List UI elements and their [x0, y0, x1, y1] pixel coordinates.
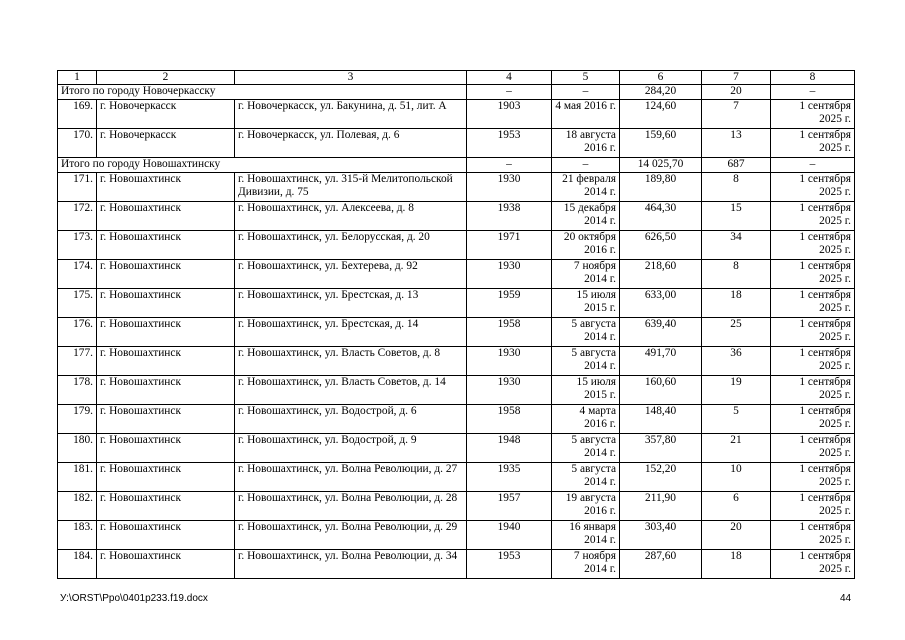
deadline-cell: 1 сентября 2025 г.: [771, 129, 855, 158]
row-number: 174.: [58, 260, 97, 289]
deadline-cell: 1 сентября 2025 г.: [771, 405, 855, 434]
deadline-cell: 1 сентября 2025 г.: [771, 173, 855, 202]
address-cell: г. Новошахтинск, ул. 315-й Мелитопольской Дивизии, д. 75: [235, 173, 467, 202]
date-cell: 7 ноября 2014 г.: [552, 260, 620, 289]
deadline-cell: 1 сентября 2025 г.: [771, 202, 855, 231]
count-cell: 18: [702, 289, 771, 318]
row-number: 176.: [58, 318, 97, 347]
date-cell: 5 августа 2014 г.: [552, 434, 620, 463]
city-cell: г. Новошахтинск: [97, 347, 235, 376]
column-header: 7: [702, 71, 771, 85]
date-cell: 21 февраля 2014 г.: [552, 173, 620, 202]
area-cell: 160,60: [620, 376, 702, 405]
date-cell: 15 декабря 2014 г.: [552, 202, 620, 231]
year-cell: 1953: [467, 129, 552, 158]
address-cell: г. Новошахтинск, ул. Власть Советов, д. 8: [235, 347, 467, 376]
count-cell: 13: [702, 129, 771, 158]
table-row: [58, 492, 855, 521]
table-row: [58, 260, 855, 289]
count-cell: 6: [702, 492, 771, 521]
area-cell: 211,90: [620, 492, 702, 521]
address-cell: г. Новошахтинск, ул. Волна Революции, д. 34: [235, 550, 467, 579]
table-row: [58, 434, 855, 463]
year-cell: 1958: [467, 405, 552, 434]
year-cell: 1958: [467, 318, 552, 347]
date-cell: 4 марта 2016 г.: [552, 405, 620, 434]
address-cell: г. Новошахтинск, ул. Брестская, д. 14: [235, 318, 467, 347]
count-cell: 34: [702, 231, 771, 260]
row-number: 172.: [58, 202, 97, 231]
date-cell: 19 августа 2016 г.: [552, 492, 620, 521]
year-cell: 1930: [467, 347, 552, 376]
column-header: 6: [620, 71, 702, 85]
table-row: [58, 405, 855, 434]
row-number: 182.: [58, 492, 97, 521]
deadline-cell: 1 сентября 2025 г.: [771, 463, 855, 492]
date-cell: 5 августа 2014 г.: [552, 463, 620, 492]
column-header: 4: [467, 71, 552, 85]
count-cell: 18: [702, 550, 771, 579]
total-label: Итого по городу Новошахтинску: [58, 158, 467, 173]
total-cell: –: [771, 158, 855, 173]
year-cell: 1938: [467, 202, 552, 231]
area-cell: 491,70: [620, 347, 702, 376]
area-cell: 218,60: [620, 260, 702, 289]
count-cell: 8: [702, 173, 771, 202]
year-cell: 1930: [467, 173, 552, 202]
deadline-cell: 1 сентября 2025 г.: [771, 289, 855, 318]
row-number: 170.: [58, 129, 97, 158]
year-cell: 1959: [467, 289, 552, 318]
row-number: 173.: [58, 231, 97, 260]
table-row: [58, 376, 855, 405]
deadline-cell: 1 сентября 2025 г.: [771, 434, 855, 463]
address-cell: г. Новошахтинск, ул. Волна Революции, д. 28: [235, 492, 467, 521]
table-row: [58, 100, 855, 129]
count-cell: 36: [702, 347, 771, 376]
deadline-cell: 1 сентября 2025 г.: [771, 492, 855, 521]
total-cell: –: [467, 85, 552, 100]
table-row: [58, 347, 855, 376]
deadline-cell: 1 сентября 2025 г.: [771, 347, 855, 376]
year-cell: 1903: [467, 100, 552, 129]
count-cell: 7: [702, 100, 771, 129]
table-row: [58, 202, 855, 231]
row-number: 177.: [58, 347, 97, 376]
count-cell: 5: [702, 405, 771, 434]
total-cell: –: [552, 85, 620, 100]
deadline-cell: 1 сентября 2025 г.: [771, 100, 855, 129]
date-cell: 4 мая 2016 г.: [552, 100, 620, 129]
city-cell: г. Новошахтинск: [97, 405, 235, 434]
count-cell: 15: [702, 202, 771, 231]
table-header-row: [58, 71, 855, 85]
table-row: [58, 129, 855, 158]
total-cell: –: [552, 158, 620, 173]
city-cell: г. Новошахтинск: [97, 550, 235, 579]
total-cell: –: [771, 85, 855, 100]
address-cell: г. Новошахтинск, ул. Власть Советов, д. 14: [235, 376, 467, 405]
city-cell: г. Новошахтинск: [97, 463, 235, 492]
row-number: 171.: [58, 173, 97, 202]
total-count: 20: [702, 85, 771, 100]
date-cell: 20 октября 2016 г.: [552, 231, 620, 260]
column-header: 3: [235, 71, 467, 85]
column-header: 5: [552, 71, 620, 85]
address-cell: г. Новочеркасск, ул. Бакунина, д. 51, лит. А: [235, 100, 467, 129]
city-cell: г. Новошахтинск: [97, 173, 235, 202]
city-cell: г. Новочеркасск: [97, 129, 235, 158]
count-cell: 8: [702, 260, 771, 289]
row-number: 183.: [58, 521, 97, 550]
address-cell: г. Новошахтинск, ул. Водострой, д. 6: [235, 405, 467, 434]
total-count: 687: [702, 158, 771, 173]
deadline-cell: 1 сентября 2025 г.: [771, 231, 855, 260]
area-cell: 152,20: [620, 463, 702, 492]
year-cell: 1940: [467, 521, 552, 550]
table-row: [58, 231, 855, 260]
deadline-cell: 1 сентября 2025 г.: [771, 260, 855, 289]
city-cell: г. Новошахтинск: [97, 318, 235, 347]
address-cell: г. Новошахтинск, ул. Бехтерева, д. 92: [235, 260, 467, 289]
row-number: 175.: [58, 289, 97, 318]
deadline-cell: 1 сентября 2025 г.: [771, 550, 855, 579]
row-number: 169.: [58, 100, 97, 129]
row-number: 180.: [58, 434, 97, 463]
year-cell: 1935: [467, 463, 552, 492]
date-cell: 18 августа 2016 г.: [552, 129, 620, 158]
city-cell: г. Новошахтинск: [97, 376, 235, 405]
total-row: [58, 85, 855, 100]
row-number: 178.: [58, 376, 97, 405]
total-row: [58, 158, 855, 173]
count-cell: 19: [702, 376, 771, 405]
count-cell: 21: [702, 434, 771, 463]
deadline-cell: 1 сентября 2025 г.: [771, 318, 855, 347]
column-header: 1: [58, 71, 97, 85]
date-cell: 5 августа 2014 г.: [552, 318, 620, 347]
deadline-cell: 1 сентября 2025 г.: [771, 521, 855, 550]
year-cell: 1957: [467, 492, 552, 521]
footer-file-path: У:\ORST\Ppo\0401p233.f19.docx: [60, 593, 208, 604]
area-cell: 287,60: [620, 550, 702, 579]
city-cell: г. Новошахтинск: [97, 231, 235, 260]
table-row: [58, 463, 855, 492]
address-cell: г. Новошахтинск, ул. Волна Революции, д. 27: [235, 463, 467, 492]
date-cell: 16 января 2014 г.: [552, 521, 620, 550]
total-label: Итого по городу Новочеркасску: [58, 85, 467, 100]
date-cell: 15 июля 2015 г.: [552, 376, 620, 405]
count-cell: 20: [702, 521, 771, 550]
area-cell: 124,60: [620, 100, 702, 129]
table-row: [58, 318, 855, 347]
page-number: 44: [840, 593, 852, 604]
column-header: 8: [771, 71, 855, 85]
row-number: 181.: [58, 463, 97, 492]
area-cell: 633,00: [620, 289, 702, 318]
table-row: [58, 521, 855, 550]
count-cell: 10: [702, 463, 771, 492]
city-cell: г. Новошахтинск: [97, 492, 235, 521]
date-cell: 7 ноября 2014 г.: [552, 550, 620, 579]
address-cell: г. Новошахтинск, ул. Белорусская, д. 20: [235, 231, 467, 260]
address-cell: г. Новошахтинск, ул. Брестская, д. 13: [235, 289, 467, 318]
year-cell: 1953: [467, 550, 552, 579]
area-cell: 159,60: [620, 129, 702, 158]
area-cell: 148,40: [620, 405, 702, 434]
year-cell: 1971: [467, 231, 552, 260]
address-cell: г. Новошахтинск, ул. Волна Революции, д. 29: [235, 521, 467, 550]
table-row: [58, 173, 855, 202]
area-cell: 189,80: [620, 173, 702, 202]
city-cell: г. Новошахтинск: [97, 289, 235, 318]
column-header: 2: [97, 71, 235, 85]
address-cell: г. Новошахтинск, ул. Водострой, д. 9: [235, 434, 467, 463]
city-cell: г. Новошахтинск: [97, 521, 235, 550]
row-number: 184.: [58, 550, 97, 579]
city-cell: г. Новошахтинск: [97, 260, 235, 289]
area-cell: 626,50: [620, 231, 702, 260]
city-cell: г. Новошахтинск: [97, 202, 235, 231]
area-cell: 357,80: [620, 434, 702, 463]
area-cell: 303,40: [620, 521, 702, 550]
total-area: 14 025,70: [620, 158, 702, 173]
total-area: 284,20: [620, 85, 702, 100]
deadline-cell: 1 сентября 2025 г.: [771, 376, 855, 405]
area-cell: 639,40: [620, 318, 702, 347]
table-row: [58, 550, 855, 579]
year-cell: 1930: [467, 260, 552, 289]
date-cell: 15 июля 2015 г.: [552, 289, 620, 318]
date-cell: 5 августа 2014 г.: [552, 347, 620, 376]
table-row: [58, 289, 855, 318]
row-number: 179.: [58, 405, 97, 434]
housing-table: [57, 70, 855, 579]
address-cell: г. Новошахтинск, ул. Алексеева, д. 8: [235, 202, 467, 231]
city-cell: г. Новочеркасск: [97, 100, 235, 129]
city-cell: г. Новошахтинск: [97, 434, 235, 463]
year-cell: 1948: [467, 434, 552, 463]
address-cell: г. Новочеркасск, ул. Полевая, д. 6: [235, 129, 467, 158]
total-cell: –: [467, 158, 552, 173]
area-cell: 464,30: [620, 202, 702, 231]
year-cell: 1930: [467, 376, 552, 405]
count-cell: 25: [702, 318, 771, 347]
